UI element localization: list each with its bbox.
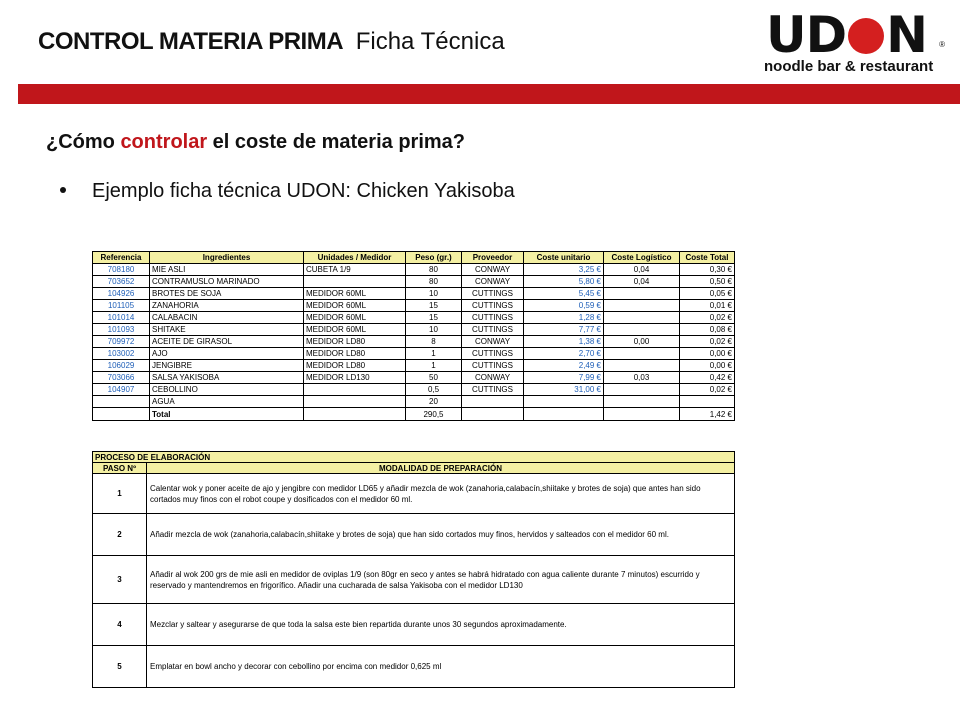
table-cell: 15 xyxy=(406,300,462,312)
table-cell xyxy=(604,360,680,372)
table-cell: 703652 xyxy=(93,276,150,288)
table-row xyxy=(93,384,735,396)
table-cell: 0,50 € xyxy=(680,276,735,288)
process-title: PROCESO DE ELABORACIÓN xyxy=(93,452,735,463)
table-cell: 0,00 xyxy=(604,336,680,348)
table-row xyxy=(93,312,735,324)
table-cell: 50 xyxy=(406,372,462,384)
table-row xyxy=(93,264,735,276)
total-label: Total xyxy=(150,408,304,421)
table-cell: 104926 xyxy=(93,288,150,300)
column-header: Unidades / Medidor xyxy=(304,252,406,264)
logo-red-dot-icon xyxy=(848,18,884,54)
table-cell: 0,03 xyxy=(604,372,680,384)
table-row xyxy=(93,348,735,360)
process-step-row xyxy=(93,604,735,646)
table-cell: 0,01 € xyxy=(680,300,735,312)
table-cell: ZANAHORIA xyxy=(150,300,304,312)
table-cell: 1 xyxy=(406,348,462,360)
table-cell: 1,28 € xyxy=(524,312,604,324)
section-heading-accent: controlar xyxy=(120,131,208,153)
table-cell: CONWAY xyxy=(462,336,524,348)
table-cell xyxy=(304,408,406,421)
process-step-row xyxy=(93,514,735,556)
process-table xyxy=(92,451,735,688)
table-cell: 0,08 € xyxy=(680,324,735,336)
header-red-bar xyxy=(0,84,960,104)
column-header: Coste unitario xyxy=(524,252,604,264)
table-row xyxy=(93,360,735,372)
column-header: Proveedor xyxy=(462,252,524,264)
table-cell: 10 xyxy=(406,288,462,300)
bullet-item xyxy=(60,180,515,203)
process-header-row xyxy=(93,463,735,474)
step-number: 4 xyxy=(93,604,147,646)
table-cell xyxy=(93,396,150,408)
table-cell: 5,80 € xyxy=(524,276,604,288)
table-cell xyxy=(93,408,150,421)
table-cell: 0,59 € xyxy=(524,300,604,312)
table-cell: 7,77 € xyxy=(524,324,604,336)
logo-word-right: N xyxy=(886,6,927,64)
table-cell: MEDIDOR LD130 xyxy=(304,372,406,384)
table-cell: 104907 xyxy=(93,384,150,396)
table-cell xyxy=(604,312,680,324)
table-cell: MEDIDOR 60ML xyxy=(304,312,406,324)
table-cell: 0,02 € xyxy=(680,384,735,396)
table-cell xyxy=(604,288,680,300)
table-row xyxy=(93,300,735,312)
ingredients-table xyxy=(92,251,735,421)
page-title-main: CONTROL MATERIA PRIMA xyxy=(38,28,344,55)
table-cell: 101014 xyxy=(93,312,150,324)
logo-word-left: UD xyxy=(766,6,847,64)
table-cell: 20 xyxy=(406,396,462,408)
table-cell: AGUA xyxy=(150,396,304,408)
table-cell: 15 xyxy=(406,312,462,324)
ingredients-header-row xyxy=(93,252,735,264)
table-cell xyxy=(462,408,524,421)
header-bar-notch xyxy=(0,84,18,104)
table-cell xyxy=(304,384,406,396)
table-row xyxy=(93,276,735,288)
table-cell: 31,00 € xyxy=(524,384,604,396)
table-cell: 80 xyxy=(406,276,462,288)
table-cell: 0,02 € xyxy=(680,336,735,348)
table-cell: 709972 xyxy=(93,336,150,348)
table-cell: 101105 xyxy=(93,300,150,312)
column-header: Ingredientes xyxy=(150,252,304,264)
step-number: 5 xyxy=(93,646,147,688)
udon-logo xyxy=(760,6,945,82)
table-cell: 708180 xyxy=(93,264,150,276)
table-cell: AJO xyxy=(150,348,304,360)
table-cell: CUTTINGS xyxy=(462,288,524,300)
process-step-row xyxy=(93,556,735,604)
table-cell: 8 xyxy=(406,336,462,348)
table-cell xyxy=(304,276,406,288)
page-title xyxy=(38,28,505,56)
table-cell: 0,5 xyxy=(406,384,462,396)
process-title-row xyxy=(93,452,735,463)
step-description: Añadir mezcla de wok (zanahoria,calabacín,shiitake y brotes de soja) que han sido cortados muy finos, hervidos y salteados con el medidor 60 ml. xyxy=(147,514,735,556)
logo-registered-mark: ® xyxy=(939,40,945,49)
table-cell: CALABACIN xyxy=(150,312,304,324)
column-header: Referencia xyxy=(93,252,150,264)
table-cell: 0,00 € xyxy=(680,348,735,360)
step-description: Mezclar y saltear y asegurarse de que toda la salsa este bien repartida durante unos 30 segundos aproximadamente. xyxy=(147,604,735,646)
table-cell: CUTTINGS xyxy=(462,384,524,396)
table-cell: JENGIBRE xyxy=(150,360,304,372)
table-row xyxy=(93,396,735,408)
table-cell: MEDIDOR LD80 xyxy=(304,360,406,372)
section-heading-post: el coste de materia prima? xyxy=(207,131,466,153)
table-cell: 0,00 € xyxy=(680,360,735,372)
table-cell xyxy=(680,396,735,408)
table-cell: CEBOLLINO xyxy=(150,384,304,396)
table-cell: CUTTINGS xyxy=(462,324,524,336)
table-cell xyxy=(604,348,680,360)
step-description: Emplatar en bowl ancho y decorar con cebollino por encima con medidor 0,625 ml xyxy=(147,646,735,688)
table-cell xyxy=(524,408,604,421)
step-description: Calentar wok y poner aceite de ajo y jengibre con medidor LD65 y añadir mezcla de wok (zanahoria,calabacín,shiitake y brotes de soja) que antes han sido cortados muy finos con el robot coupe y dosificados con el medidor 60 ml. xyxy=(147,474,735,514)
step-number: 1 xyxy=(93,474,147,514)
table-cell xyxy=(524,396,604,408)
table-cell: MEDIDOR 60ML xyxy=(304,288,406,300)
total-cost: 1,42 € xyxy=(680,408,735,421)
column-header: Coste Total xyxy=(680,252,735,264)
table-row xyxy=(93,372,735,384)
table-cell: 0,04 xyxy=(604,276,680,288)
table-cell: 1 xyxy=(406,360,462,372)
table-row xyxy=(93,324,735,336)
table-cell: 0,42 € xyxy=(680,372,735,384)
logo-word xyxy=(766,6,927,64)
table-cell: 2,49 € xyxy=(524,360,604,372)
total-weight: 290,5 xyxy=(406,408,462,421)
table-cell: 101093 xyxy=(93,324,150,336)
table-cell: 0,04 xyxy=(604,264,680,276)
table-cell: 0,02 € xyxy=(680,312,735,324)
table-cell: CONWAY xyxy=(462,276,524,288)
table-cell xyxy=(604,324,680,336)
table-cell: 103002 xyxy=(93,348,150,360)
section-heading xyxy=(46,131,465,154)
table-cell xyxy=(604,384,680,396)
bullet-text: Ejemplo ficha técnica UDON: Chicken Yakisoba xyxy=(92,180,515,202)
column-header: Peso (gr.) xyxy=(406,252,462,264)
step-number: 3 xyxy=(93,556,147,604)
table-cell: SALSA YAKISOBA xyxy=(150,372,304,384)
logo-tagline: noodle bar & restaurant xyxy=(764,58,934,75)
table-cell xyxy=(462,396,524,408)
table-cell: ACEITE DE GIRASOL xyxy=(150,336,304,348)
table-cell: MIE ASLI xyxy=(150,264,304,276)
table-cell: MEDIDOR 60ML xyxy=(304,324,406,336)
column-header: Coste Logístico xyxy=(604,252,680,264)
total-row xyxy=(93,408,735,421)
table-cell: MEDIDOR 60ML xyxy=(304,300,406,312)
table-row xyxy=(93,288,735,300)
table-cell: CONTRAMUSLO MARINADO xyxy=(150,276,304,288)
table-cell: 3,25 € xyxy=(524,264,604,276)
table-cell xyxy=(604,408,680,421)
table-row xyxy=(93,336,735,348)
table-cell: MEDIDOR LD80 xyxy=(304,336,406,348)
table-cell: SHITAKE xyxy=(150,324,304,336)
table-cell xyxy=(304,396,406,408)
table-cell: 10 xyxy=(406,324,462,336)
table-cell: 2,70 € xyxy=(524,348,604,360)
process-col-desc: MODALIDAD DE PREPARACIÓN xyxy=(147,463,735,474)
table-cell: 703066 xyxy=(93,372,150,384)
table-cell: 7,99 € xyxy=(524,372,604,384)
bullet-dot-icon xyxy=(60,187,66,193)
table-cell xyxy=(604,396,680,408)
table-cell: BROTES DE SOJA xyxy=(150,288,304,300)
table-cell: 80 xyxy=(406,264,462,276)
table-cell xyxy=(604,300,680,312)
process-step-row xyxy=(93,646,735,688)
process-col-step: PASO Nº xyxy=(93,463,147,474)
step-description: Añadir al wok 200 grs de mie asli en medidor de oviplas 1/9 (son 80gr en seco y antes se habrá hidratado con agua caliente durante 7 minutos) escurrido y reservado y mantendremos en frigorífico. Añadir una cucharada de salsa Yakisoba con el medidor LD130 xyxy=(147,556,735,604)
section-heading-pre: ¿Cómo xyxy=(46,131,121,153)
table-cell: CUBETA 1/9 xyxy=(304,264,406,276)
table-cell: 5,45 € xyxy=(524,288,604,300)
table-cell: CONWAY xyxy=(462,372,524,384)
step-number: 2 xyxy=(93,514,147,556)
table-cell: 0,05 € xyxy=(680,288,735,300)
table-cell: CONWAY xyxy=(462,264,524,276)
table-cell: 106029 xyxy=(93,360,150,372)
process-step-row xyxy=(93,474,735,514)
table-cell: 0,30 € xyxy=(680,264,735,276)
table-cell: CUTTINGS xyxy=(462,360,524,372)
page-title-sub: Ficha Técnica xyxy=(355,28,505,55)
table-cell: 1,38 € xyxy=(524,336,604,348)
table-cell: CUTTINGS xyxy=(462,348,524,360)
table-cell: CUTTINGS xyxy=(462,312,524,324)
table-cell: MEDIDOR LD80 xyxy=(304,348,406,360)
table-cell: CUTTINGS xyxy=(462,300,524,312)
